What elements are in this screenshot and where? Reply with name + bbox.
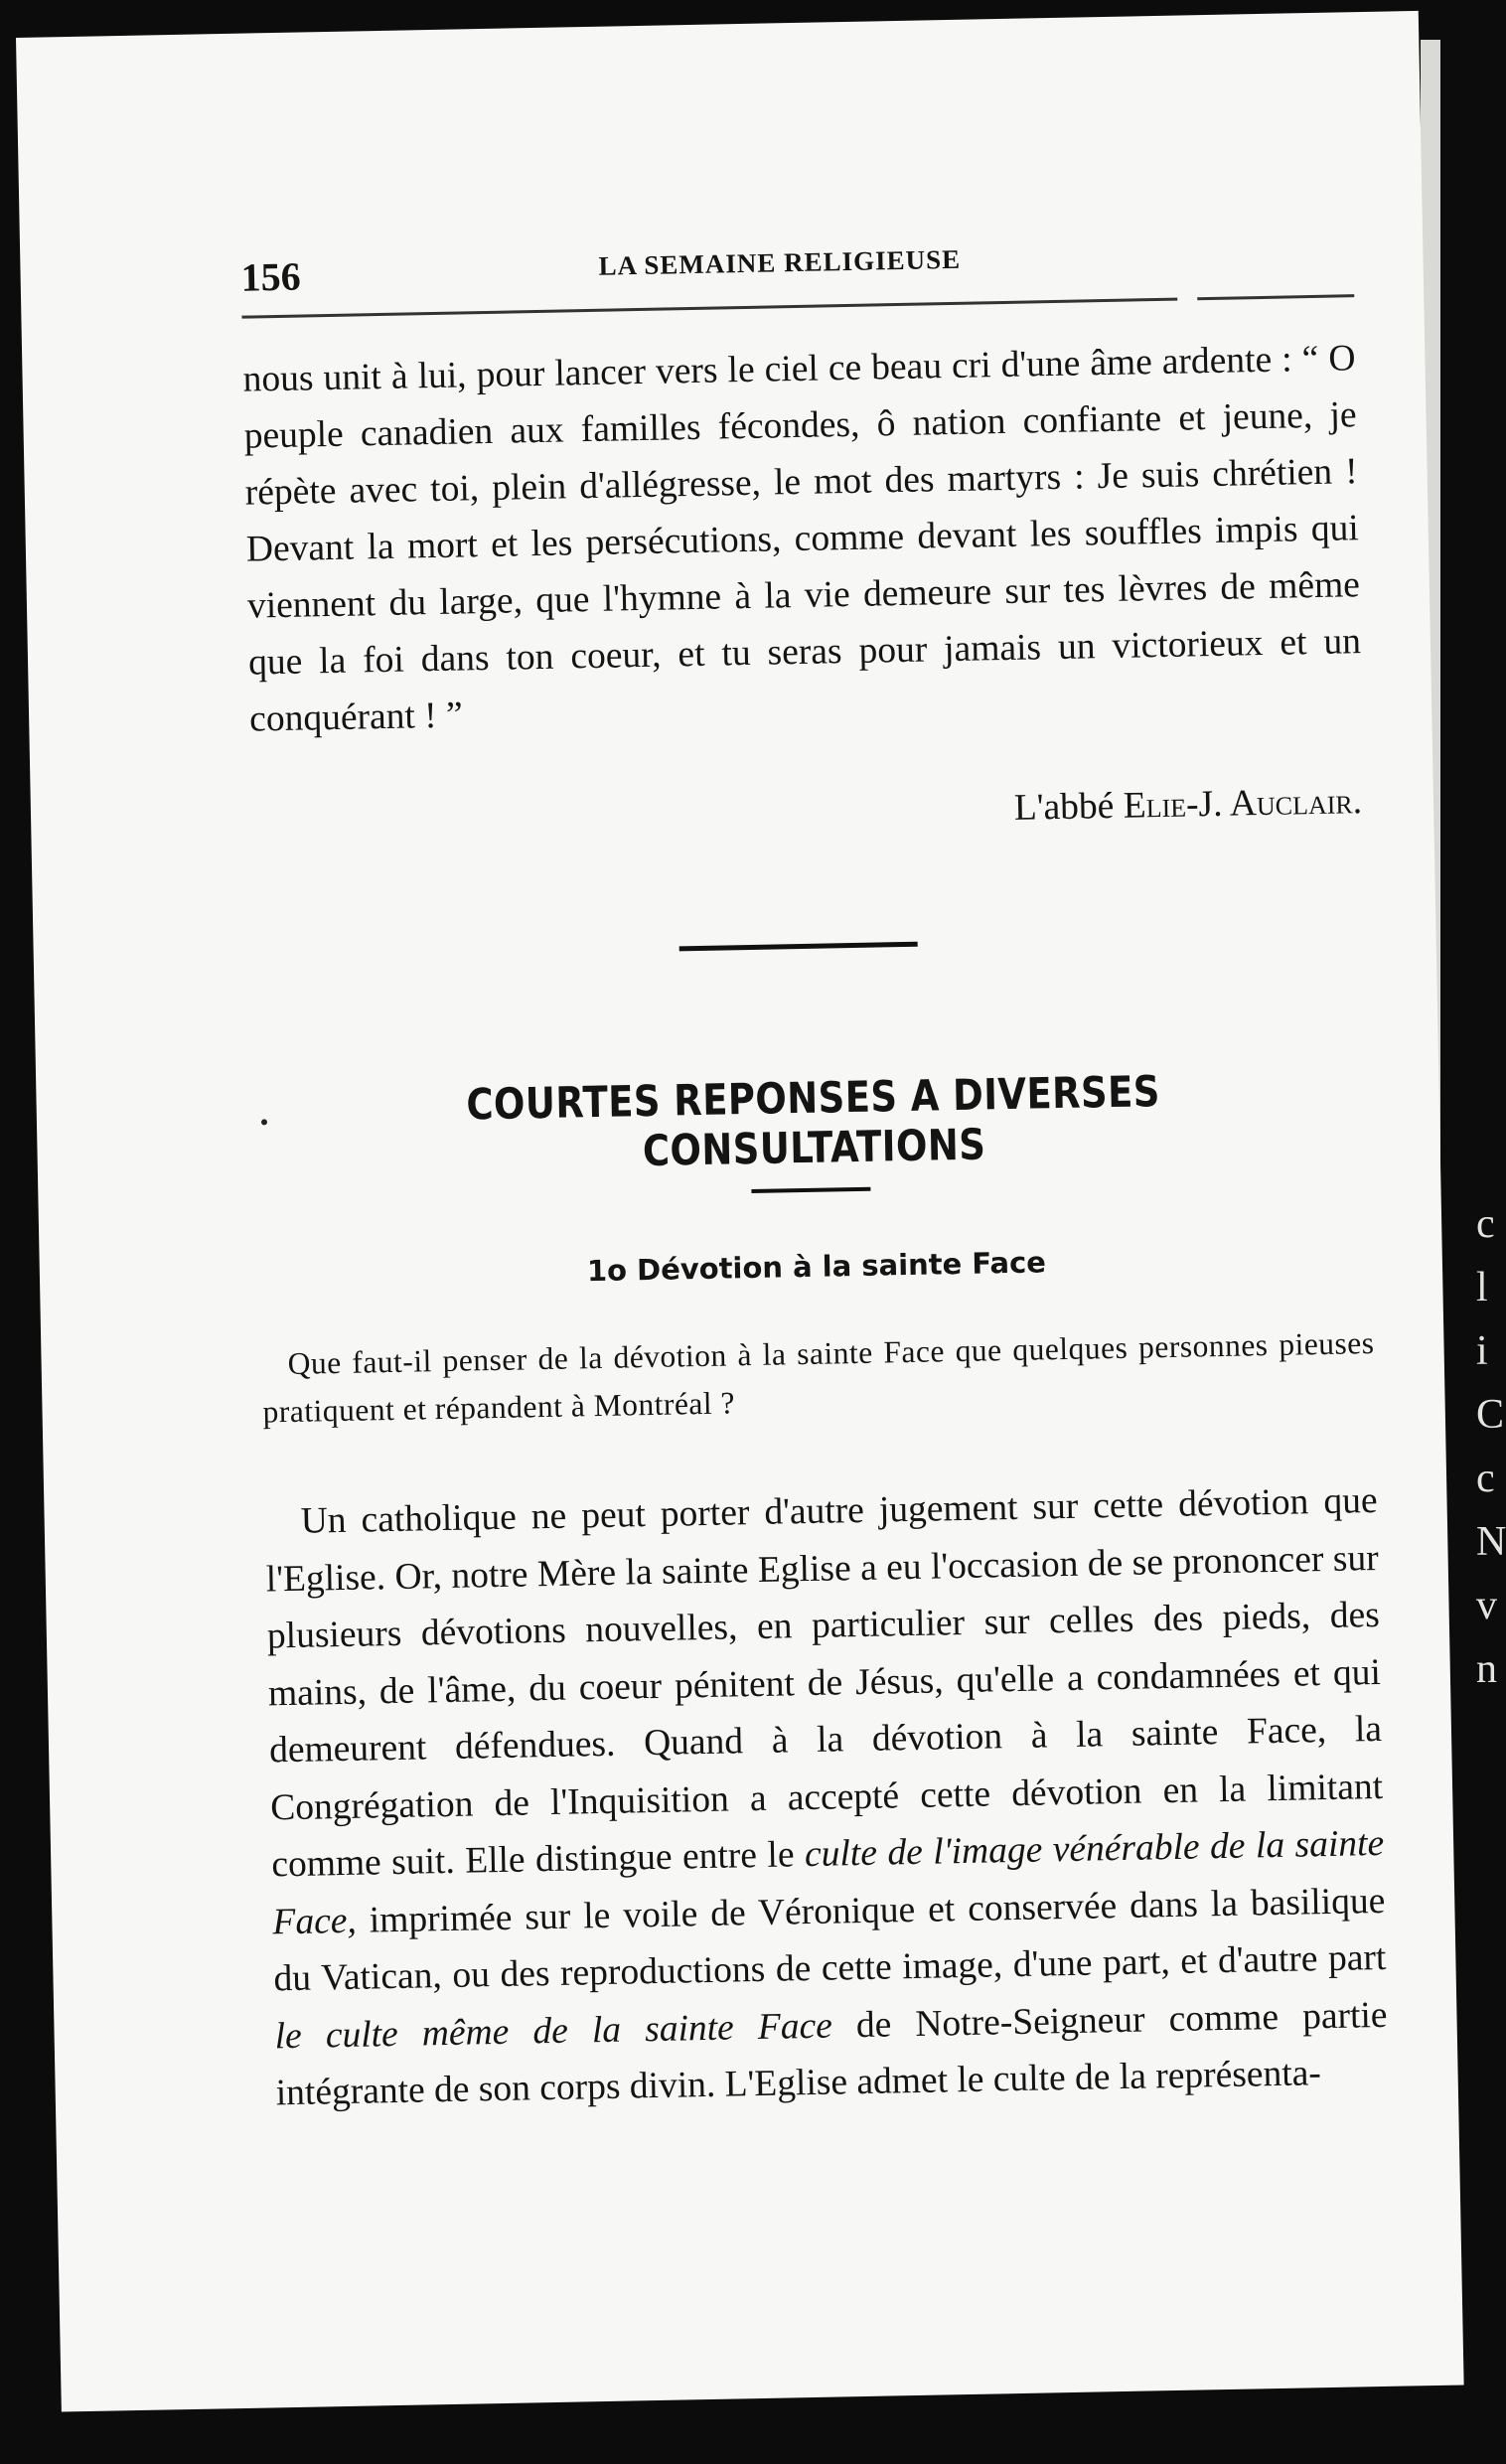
answer-text-1: Un catholique ne peut porter d'autre jugement sur cette dévotion que l'Eglise. Or, notre Mère la sainte Eglise a eu l'occasion de se prononcer sur plusieurs dévotions nouvelles, en particulier sur celles des pieds, des mains, de l'âme, du coeur pénitent de Jésus, qu'elle a condamnées et qui demeurent défendues. Quand à la dévotion à la sainte Face, la Congrégation de l'Inquisition a accepté cette dévotion en la limitant comme suit. Elle distingue entre le [265,1479,1384,1886]
print-speck [261,1119,267,1125]
page-header [240,232,1354,303]
adjacent-page-fragments: c l i C c N v n [1476,1201,1506,1692]
page-number: 156 [240,253,302,300]
answer-text-3: de Notre-Seigneur comme partie intégrante de son corps divin. L'Eglise admet le culte de la représenta- [275,1994,1388,2114]
book-page [16,11,1464,2412]
section-divider [679,942,918,952]
signature [251,780,1363,844]
signature-name: Elie-J. Auclair. [1123,781,1363,827]
question-paragraph: Que faut-il penser de la dévotion à la sainte Face que quelques personnes pieuses pratiquent et répandent à Montréal ? [262,1324,1375,1430]
title-underline [751,1187,870,1193]
header-rule-gap [1177,293,1197,303]
subsection-title: 1o Dévotion à la sainte Face [586,1245,1047,1289]
answer-italic-1: culte de l'image vénérable de la sainte Face, [272,1822,1385,1942]
answer-text-2: imprimée sur le voile de Véronique et conservée dans la basilique du Vatican, ou des reproductions de cette image, d'une part, et d'autre part [273,1880,1387,2000]
intro-paragraph: nous unit à lui, pour lancer vers le ciel ce beau cri d'une âme ardente : “ O peuple canadien aux familles fécondes, ô nation confiante et jeune, je répète avec toi, plein d'allégresse, le mot des martyrs : Je suis chrétien ! Devant la mort et les persécutions, comme devant les souffles impis qui viennent du large, que l'hymne à la vie demeure sur tes lèvres de même que la foi dans ton coeur, et tu seras pour jamais un victorieux et un conquérant ! ” [242,338,1362,740]
signature-prefix: L'abbé [1013,785,1125,829]
running-title: LA SEMAINE RELIGIEUSE [598,243,962,281]
section-title: COURTES REPONSES A DIVERSES CONSULTATIONS [465,1067,1161,1177]
answer-italic-2: le culte même de la sainte Face [274,2005,833,2057]
answer-paragraph [264,1472,1389,2122]
